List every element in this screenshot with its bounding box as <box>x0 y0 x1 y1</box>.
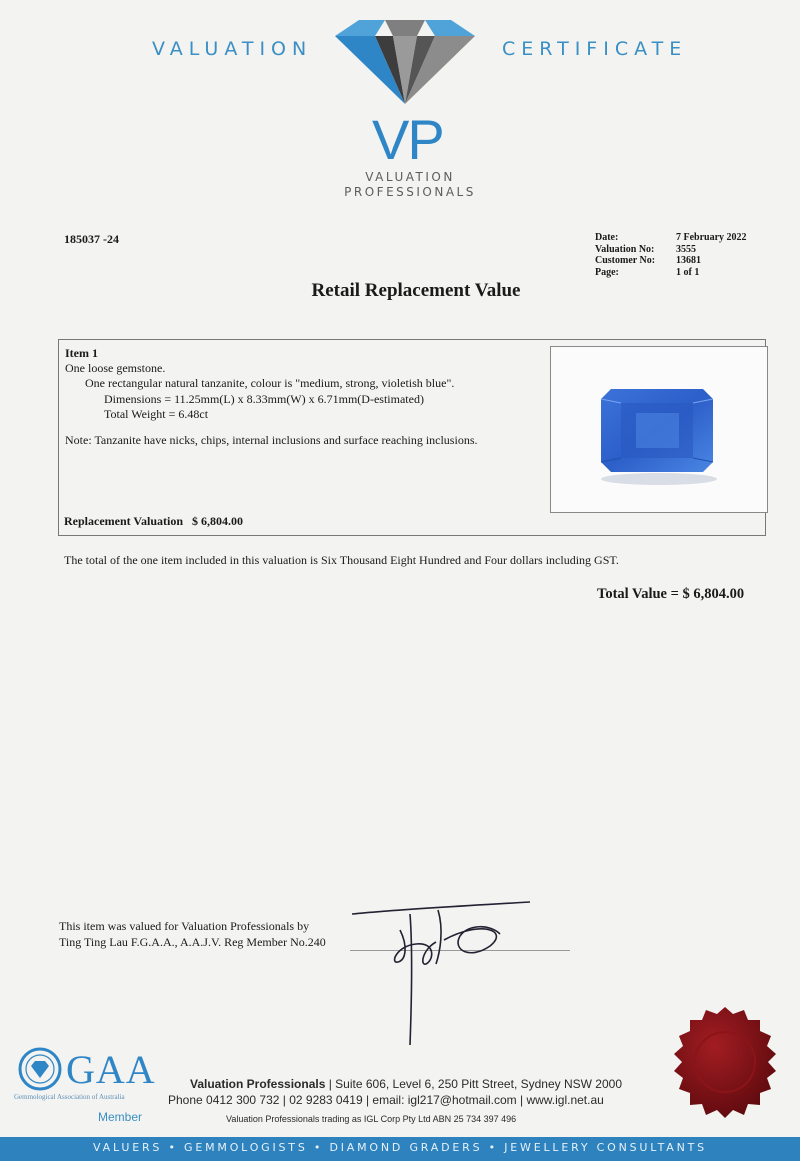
signature-icon <box>340 890 540 1050</box>
firm-address-text: | Suite 606, Level 6, 250 Pitt Street, Sydney NSW 2000 <box>325 1077 622 1091</box>
gaa-logo-text: GAA <box>66 1047 156 1092</box>
replacement-value: $ 6,804.00 <box>192 514 244 528</box>
firm-address <box>190 1077 622 1091</box>
diamond-logo-icon <box>335 18 475 110</box>
meta-block <box>595 232 747 278</box>
meta-value: 1 of 1 <box>676 266 700 278</box>
meta-key: Valuation No: <box>595 243 655 255</box>
meta-key: Date: <box>595 232 619 243</box>
meta-key: Page: <box>595 266 619 278</box>
footer-band: VALUERS • GEMMOLOGISTS • DIAMOND GRADERS • JEWELLERY CONSULTANTS <box>0 1137 800 1161</box>
meta-value: 7 February 2022 <box>676 232 747 243</box>
meta-key: Customer No: <box>595 255 656 266</box>
logo-subtitle-line1: VALUATION <box>365 170 455 184</box>
meta-value: 13681 <box>676 255 701 266</box>
gaa-member-label: Member <box>98 1110 143 1124</box>
item-line: One loose gemstone. <box>65 361 166 376</box>
document-title: Retail Replacement Value <box>311 280 521 301</box>
firm-name: Valuation Professionals <box>190 1077 326 1091</box>
firm-contact: Phone 0412 300 732 | 02 9283 0419 | email: igl217@hotmail.com | www.igl.net.au <box>168 1093 604 1107</box>
replacement-label: Replacement Valuation <box>64 514 184 528</box>
total-value: Total Value = $ 6,804.00 <box>597 586 745 602</box>
gaa-seal-icon <box>18 1047 62 1091</box>
item-description <box>65 346 477 448</box>
tanzanite-gem-image <box>551 347 767 512</box>
vp-logo-letters: VP <box>372 108 443 171</box>
item-note: Note: Tanzanite have nicks, chips, internal inclusions and surface reaching inclusions. <box>65 433 478 448</box>
valuer-statement <box>59 919 326 950</box>
item-line: Total Weight = 6.48ct <box>104 406 209 421</box>
gemstone-photo-frame <box>550 346 768 513</box>
valuer-line: This item was valued for Valuation Professionals by <box>59 919 310 933</box>
reference-number: 185037 -24 <box>64 232 119 246</box>
item-line: One rectangular natural tanzanite, colour is "medium, strong, violetish blue". <box>85 376 455 391</box>
item-heading: Item 1 <box>65 346 98 360</box>
total-sentence: The total of the one item included in this valuation is Six Thousand Eight Hundred and Four dollars including GST. <box>64 553 619 567</box>
firm-trading-name: Valuation Professionals trading as IGL Corp Pty Ltd ABN 25 734 397 496 <box>226 1114 517 1124</box>
header-valuation-word: VALUATION <box>152 38 313 60</box>
valuer-line: Ting Ting Lau F.G.A.A., A.A.J.V. Reg Member No.240 <box>59 934 326 949</box>
item-line: Dimensions = 11.25mm(L) x 8.33mm(W) x 6.71mm(D-estimated) <box>104 391 424 406</box>
meta-value: 3555 <box>676 243 696 255</box>
logo-subtitle-line2: PROFESSIONALS <box>344 185 476 199</box>
gaa-association-text: Gemmological Association of Australia <box>14 1093 125 1101</box>
replacement-valuation-row <box>64 514 243 529</box>
header-certificate-word: CERTIFICATE <box>502 38 688 60</box>
wax-seal-icon <box>668 1005 783 1120</box>
